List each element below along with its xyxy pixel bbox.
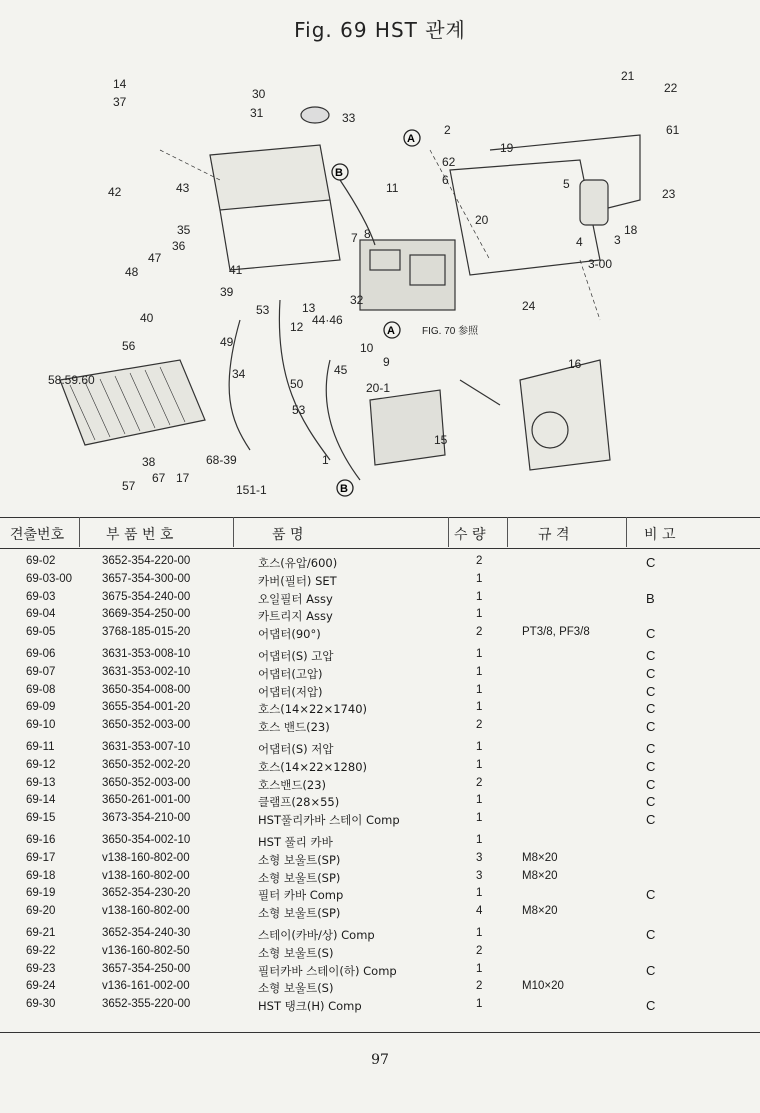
cell-qty: 1	[476, 665, 483, 678]
callout: 14	[113, 77, 127, 91]
callout: 56	[122, 339, 136, 353]
cell-note: C	[646, 998, 656, 1014]
cell-part: 3650-354-002-10	[102, 833, 191, 846]
table-row	[0, 572, 760, 590]
cell-note: C	[646, 555, 656, 570]
table-row	[0, 979, 760, 997]
cell-no: 69-08	[26, 683, 56, 696]
cell-no: 69-03	[26, 590, 56, 603]
cell-name: 호스(유압/600)	[258, 556, 338, 570]
cell-note: C	[646, 647, 656, 663]
cell-qty: 1	[476, 998, 483, 1011]
callout: 35	[177, 223, 191, 237]
cell-qty: 2	[476, 626, 483, 639]
callout: 13	[302, 301, 316, 315]
table-row	[0, 718, 760, 736]
table-row	[0, 997, 760, 1015]
table-row	[0, 962, 760, 980]
callout: 17	[176, 471, 190, 485]
callout: 58.59.60	[48, 373, 95, 387]
cell-spec: M8×20	[522, 851, 558, 864]
cell-name: 호스 밴드(23)	[258, 720, 330, 735]
cell-name: HST풀리카바 스테이 Comp	[258, 813, 400, 828]
table-row	[0, 776, 760, 794]
callout: 21	[621, 69, 635, 83]
table-row	[0, 590, 760, 608]
cell-part: 3675-354-240-00	[102, 590, 191, 603]
callout: 62	[442, 155, 456, 169]
cell-qty: 1	[476, 590, 483, 603]
cell-part: 3768-185-015-20	[102, 626, 191, 639]
header-col-no: 견출번호	[10, 527, 65, 543]
callout: 11	[386, 181, 399, 195]
header-col-name: 품 명	[272, 527, 304, 543]
table-row	[0, 700, 760, 718]
callout: 47	[148, 251, 162, 265]
cell-qty: 1	[476, 647, 483, 660]
cell-note: C	[646, 887, 656, 903]
callout: 39	[220, 285, 234, 299]
cell-name: 소형 보울트(SP)	[258, 906, 341, 921]
cell-no: 69-05	[26, 626, 56, 639]
table-row	[0, 740, 760, 758]
table-row	[0, 683, 760, 701]
cell-part: 3657-354-300-00	[102, 572, 191, 585]
column-divider	[233, 517, 234, 547]
cell-part: 3650-354-008-00	[102, 683, 191, 696]
callout: 57	[122, 479, 136, 493]
cell-qty: 2	[476, 719, 483, 732]
cell-name: 카트리지 Assy	[258, 609, 333, 624]
cell-no: 69-22	[26, 944, 56, 957]
cell-no: 69-19	[26, 887, 56, 900]
callout: 23	[662, 187, 676, 201]
cell-no: 69-15	[26, 812, 56, 825]
cell-part: 3631-353-007-10	[102, 740, 191, 753]
cell-part: 3655-354-001-20	[102, 701, 191, 714]
cell-qty: 2	[476, 555, 483, 567]
cell-spec: M8×20	[522, 905, 558, 918]
column-divider	[79, 517, 80, 547]
table-row	[0, 665, 760, 683]
cell-name: 카버(필터) SET	[258, 573, 337, 588]
table-row	[0, 944, 760, 962]
table-body	[0, 554, 760, 1015]
cell-name: 어댑터(저압)	[258, 684, 323, 699]
cell-note: C	[646, 626, 656, 642]
table-row	[0, 904, 760, 922]
callout: 20-1	[366, 381, 391, 395]
cell-qty: 1	[476, 572, 483, 585]
callout: 6	[442, 173, 449, 187]
cell-note: C	[646, 701, 656, 717]
cell-no: 69-17	[26, 851, 56, 864]
table-header	[0, 517, 760, 549]
callout: 33	[342, 111, 356, 125]
cell-qty: 2	[476, 944, 483, 957]
callout: 49	[220, 335, 234, 349]
cell-name: 클램프(28×55)	[258, 795, 340, 810]
callout: 20	[475, 213, 489, 227]
cell-no: 69-23	[26, 962, 56, 975]
table-row	[0, 647, 760, 665]
cell-part: 3631-353-008-10	[102, 647, 191, 660]
callout: 37	[113, 95, 127, 109]
cell-no: 69-16	[26, 833, 56, 846]
table-row	[0, 554, 760, 572]
cell-name: 어댑터(S) 저압	[258, 741, 334, 756]
column-divider	[448, 517, 449, 547]
marker-b-top: B	[335, 167, 343, 179]
callout: 36	[172, 239, 186, 253]
cell-note: C	[646, 794, 656, 810]
cell-qty: 3	[476, 851, 483, 864]
callout: 41	[229, 263, 243, 277]
cell-qty: 2	[476, 776, 483, 789]
callout: 67	[152, 471, 166, 485]
cell-qty: 1	[476, 758, 483, 771]
cell-part: v136-160-802-50	[102, 944, 190, 957]
column-divider	[507, 517, 508, 547]
cell-qty: 3	[476, 869, 483, 882]
cell-no: 69-18	[26, 869, 56, 882]
exploded-parts-diagram	[40, 60, 710, 505]
parts-table	[0, 517, 760, 1015]
cell-part: 3631-353-002-10	[102, 665, 191, 678]
callout: 42	[108, 185, 122, 199]
cell-name: 호스밴드(23)	[258, 777, 327, 792]
callout: 4	[576, 235, 583, 249]
cell-no: 69-24	[26, 980, 56, 993]
cell-no: 69-12	[26, 758, 56, 771]
header-col-part: 부 품 번 호	[106, 527, 174, 543]
cell-qty: 1	[476, 608, 483, 621]
cell-no: 69-03-00	[26, 572, 73, 585]
cell-name: 어댑터(고압)	[258, 666, 323, 681]
callout: 16	[568, 357, 582, 371]
cell-qty: 1	[476, 962, 483, 975]
callout: FIG. 70 参照	[422, 326, 479, 337]
cell-name: HST 풀리 카바	[258, 834, 333, 849]
callout: 24	[522, 299, 536, 313]
cell-part: 3650-261-001-00	[102, 794, 191, 807]
callout: 151-1	[236, 483, 267, 497]
cell-name: HST 탱크(H) Comp	[258, 999, 362, 1014]
callout: 3-00	[588, 257, 613, 271]
cell-no: 69-21	[26, 926, 56, 939]
table-row	[0, 886, 760, 904]
column-divider	[626, 517, 627, 547]
cell-name: 스테이(카바/상) Comp	[258, 927, 375, 942]
callout: 22	[664, 81, 678, 95]
cell-spec: PT3/8, PF3/8	[522, 626, 590, 639]
cell-part: v138-160-802-00	[102, 869, 190, 882]
cell-note: C	[646, 740, 656, 756]
cell-name: 필터카바 스테이(하) Comp	[258, 963, 397, 978]
callout: 3	[614, 233, 621, 247]
callout: 7	[351, 231, 358, 245]
table-row	[0, 758, 760, 776]
cell-name: 어댑터(90°)	[258, 627, 321, 642]
cell-note: C	[646, 758, 656, 774]
marker-a-bottom: A	[387, 325, 395, 337]
cell-part: v138-160-802-00	[102, 905, 190, 918]
callout: 19	[500, 141, 514, 155]
callout: 61	[666, 123, 680, 137]
cell-part: 3650-352-003-00	[102, 719, 191, 732]
cell-note: C	[646, 719, 656, 735]
cell-name: 오일필터 Assy	[258, 591, 333, 606]
callout: 40	[140, 311, 154, 325]
header-col-qty: 수 량	[454, 527, 486, 543]
callout: 34	[232, 367, 246, 381]
cell-name: 필터 카바 Comp	[258, 888, 344, 903]
callout: 30	[252, 87, 266, 101]
cell-part: 3652-355-220-00	[102, 998, 191, 1011]
cell-part: 3652-354-240-30	[102, 926, 191, 939]
marker-a-top: A	[407, 133, 415, 145]
cell-part: 3652-354-220-00	[102, 555, 191, 567]
cell-note: C	[646, 776, 656, 792]
cell-part: 3657-354-250-00	[102, 962, 191, 975]
diagram-svg	[40, 60, 710, 505]
marker-b-bottom: B	[340, 483, 348, 495]
callout: 43	[176, 181, 190, 195]
table-row	[0, 811, 760, 829]
callout: 10	[360, 341, 374, 355]
cell-note: C	[646, 683, 656, 699]
cell-part: 3650-352-002-20	[102, 758, 191, 771]
callout: 32	[350, 293, 364, 307]
table-row	[0, 926, 760, 944]
callout: 2	[444, 123, 451, 137]
table-row	[0, 869, 760, 887]
cell-part: 3652-354-230-20	[102, 887, 191, 900]
cell-qty: 1	[476, 812, 483, 825]
cell-qty: 1	[476, 794, 483, 807]
cell-part: v138-160-802-00	[102, 851, 190, 864]
table-row	[0, 607, 760, 625]
cell-no: 69-14	[26, 794, 56, 807]
callout: 1	[322, 453, 329, 467]
cell-no: 69-30	[26, 998, 56, 1011]
header-col-spec: 규 격	[538, 527, 570, 543]
cell-qty: 1	[476, 926, 483, 939]
cell-no: 69-09	[26, 701, 56, 714]
page-number: 97	[371, 1052, 389, 1068]
cell-name: 어댑터(S) 고압	[258, 648, 334, 663]
cell-name: 소형 보울트(SP)	[258, 870, 341, 885]
cell-no: 69-10	[26, 719, 56, 732]
callout: 44·46	[312, 313, 343, 327]
cell-name: 소형 보울트(SP)	[258, 852, 341, 867]
cell-no: 69-20	[26, 905, 56, 918]
cell-qty: 1	[476, 701, 483, 714]
cell-no: 69-11	[26, 740, 55, 753]
callout: 8	[364, 227, 371, 241]
callout: 48	[125, 265, 139, 279]
callout: 9	[383, 355, 390, 369]
callout: 53	[292, 403, 306, 417]
cell-part: 3669-354-250-00	[102, 608, 191, 621]
callout: 68-39	[206, 453, 237, 467]
callout: 12	[290, 320, 304, 334]
table-bottom-rule	[0, 1032, 760, 1033]
cell-name: 소형 보울트(S)	[258, 945, 334, 960]
cell-note: C	[646, 812, 656, 828]
cell-no: 69-13	[26, 776, 56, 789]
cell-qty: 4	[476, 905, 483, 918]
cell-note: C	[646, 962, 656, 978]
cell-no: 69-07	[26, 665, 56, 678]
callout: 18	[624, 223, 638, 237]
cell-note: B	[646, 590, 655, 606]
cell-qty: 1	[476, 833, 483, 846]
cell-spec: M10×20	[522, 980, 564, 993]
table-row	[0, 793, 760, 811]
callout: 45	[334, 363, 348, 377]
table-row	[0, 625, 760, 643]
cell-qty: 1	[476, 683, 483, 696]
callout: 5	[563, 177, 570, 191]
cell-qty: 1	[476, 740, 483, 753]
cell-qty: 2	[476, 980, 483, 993]
figure-title: Fig. 69 HST 관계	[294, 18, 466, 42]
cell-part: 3673-354-210-00	[102, 812, 191, 825]
cell-name: 호스(14×22×1280)	[258, 759, 367, 774]
cell-part: v136-161-002-00	[102, 980, 190, 993]
cell-qty: 1	[476, 887, 483, 900]
cell-spec: M8×20	[522, 869, 558, 882]
cell-no: 69-04	[26, 608, 56, 621]
table-row	[0, 833, 760, 851]
table-row	[0, 851, 760, 869]
cell-name: 소형 보울트(S)	[258, 981, 334, 996]
header-col-note: 비 고	[644, 527, 676, 543]
cell-no: 69-02	[26, 555, 56, 567]
cell-part: 3650-352-003-00	[102, 776, 191, 789]
callout: 53	[256, 303, 270, 317]
callout: 38	[142, 455, 156, 469]
callout: 50	[290, 377, 304, 391]
callout: 15	[434, 433, 448, 447]
callout: 31	[250, 106, 264, 120]
cell-note: C	[646, 665, 656, 681]
cell-name: 호스(14×22×1740)	[258, 702, 367, 717]
cell-note: C	[646, 926, 656, 942]
cell-no: 69-06	[26, 647, 56, 660]
